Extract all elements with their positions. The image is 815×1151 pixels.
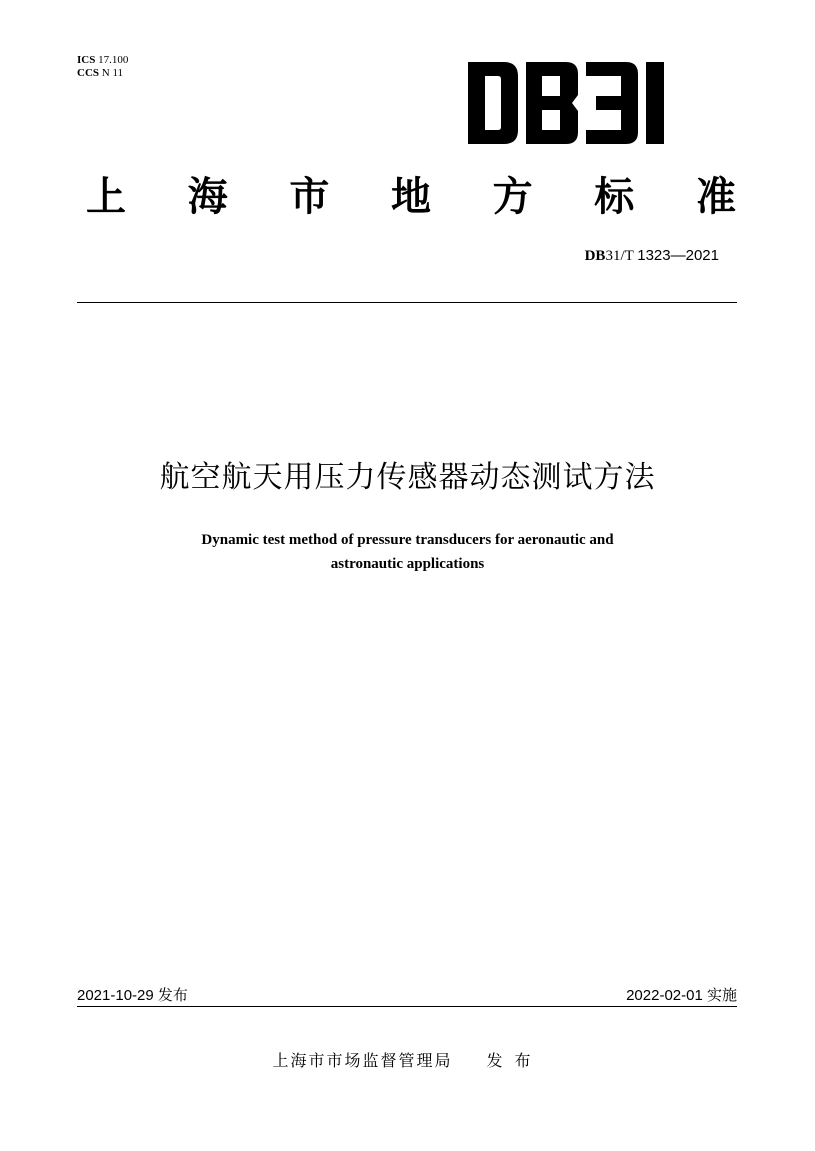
logo-digit-1	[646, 62, 664, 144]
logo-letter-d	[468, 62, 518, 144]
logo-digit-3	[586, 62, 638, 144]
title-english-line: astronautic applications	[330, 556, 485, 572]
standard-type-char: 地	[390, 173, 431, 220]
standard-number-value: 1323—2021	[637, 247, 719, 264]
bottom-divider	[77, 1006, 737, 1007]
standard-type-char: 上	[86, 173, 126, 220]
publisher-name: 上海市市场监督管理局	[272, 1051, 453, 1070]
title-english	[0, 528, 815, 576]
ics-label: ICS	[77, 54, 96, 66]
ics-value: 17.100	[98, 54, 129, 66]
standard-type-char: 标	[594, 173, 635, 220]
standard-type	[86, 165, 736, 221]
standard-type-char: 方	[492, 173, 533, 220]
publisher-action: 发布	[486, 1051, 543, 1070]
title-english-line: Dynamic test method of pressure transducers for aeronautic and	[201, 532, 614, 548]
ccs-label: CCS	[77, 67, 100, 79]
standard-type-char: 准	[695, 173, 736, 220]
ccs-value: N 11	[101, 67, 124, 79]
top-divider	[77, 302, 737, 303]
classification-codes	[77, 54, 128, 80]
logo-letter-b	[526, 62, 578, 144]
standard-type-char: 市	[289, 173, 330, 220]
issue-date: 2021-10-29 发布	[77, 987, 188, 1004]
implementation-date: 2022-02-01 实施	[626, 987, 737, 1004]
standard-type-char: 海	[187, 173, 228, 220]
ccs-code	[77, 67, 128, 80]
standard-number	[585, 247, 719, 265]
title-chinese: 航空航天用压力传感器动态测试方法	[159, 460, 656, 495]
standard-number-series: 31/T	[605, 248, 634, 264]
ics-code	[77, 54, 128, 67]
publisher	[0, 1048, 815, 1071]
db31-logo	[468, 62, 692, 144]
standard-number-prefix: DB	[584, 248, 606, 264]
